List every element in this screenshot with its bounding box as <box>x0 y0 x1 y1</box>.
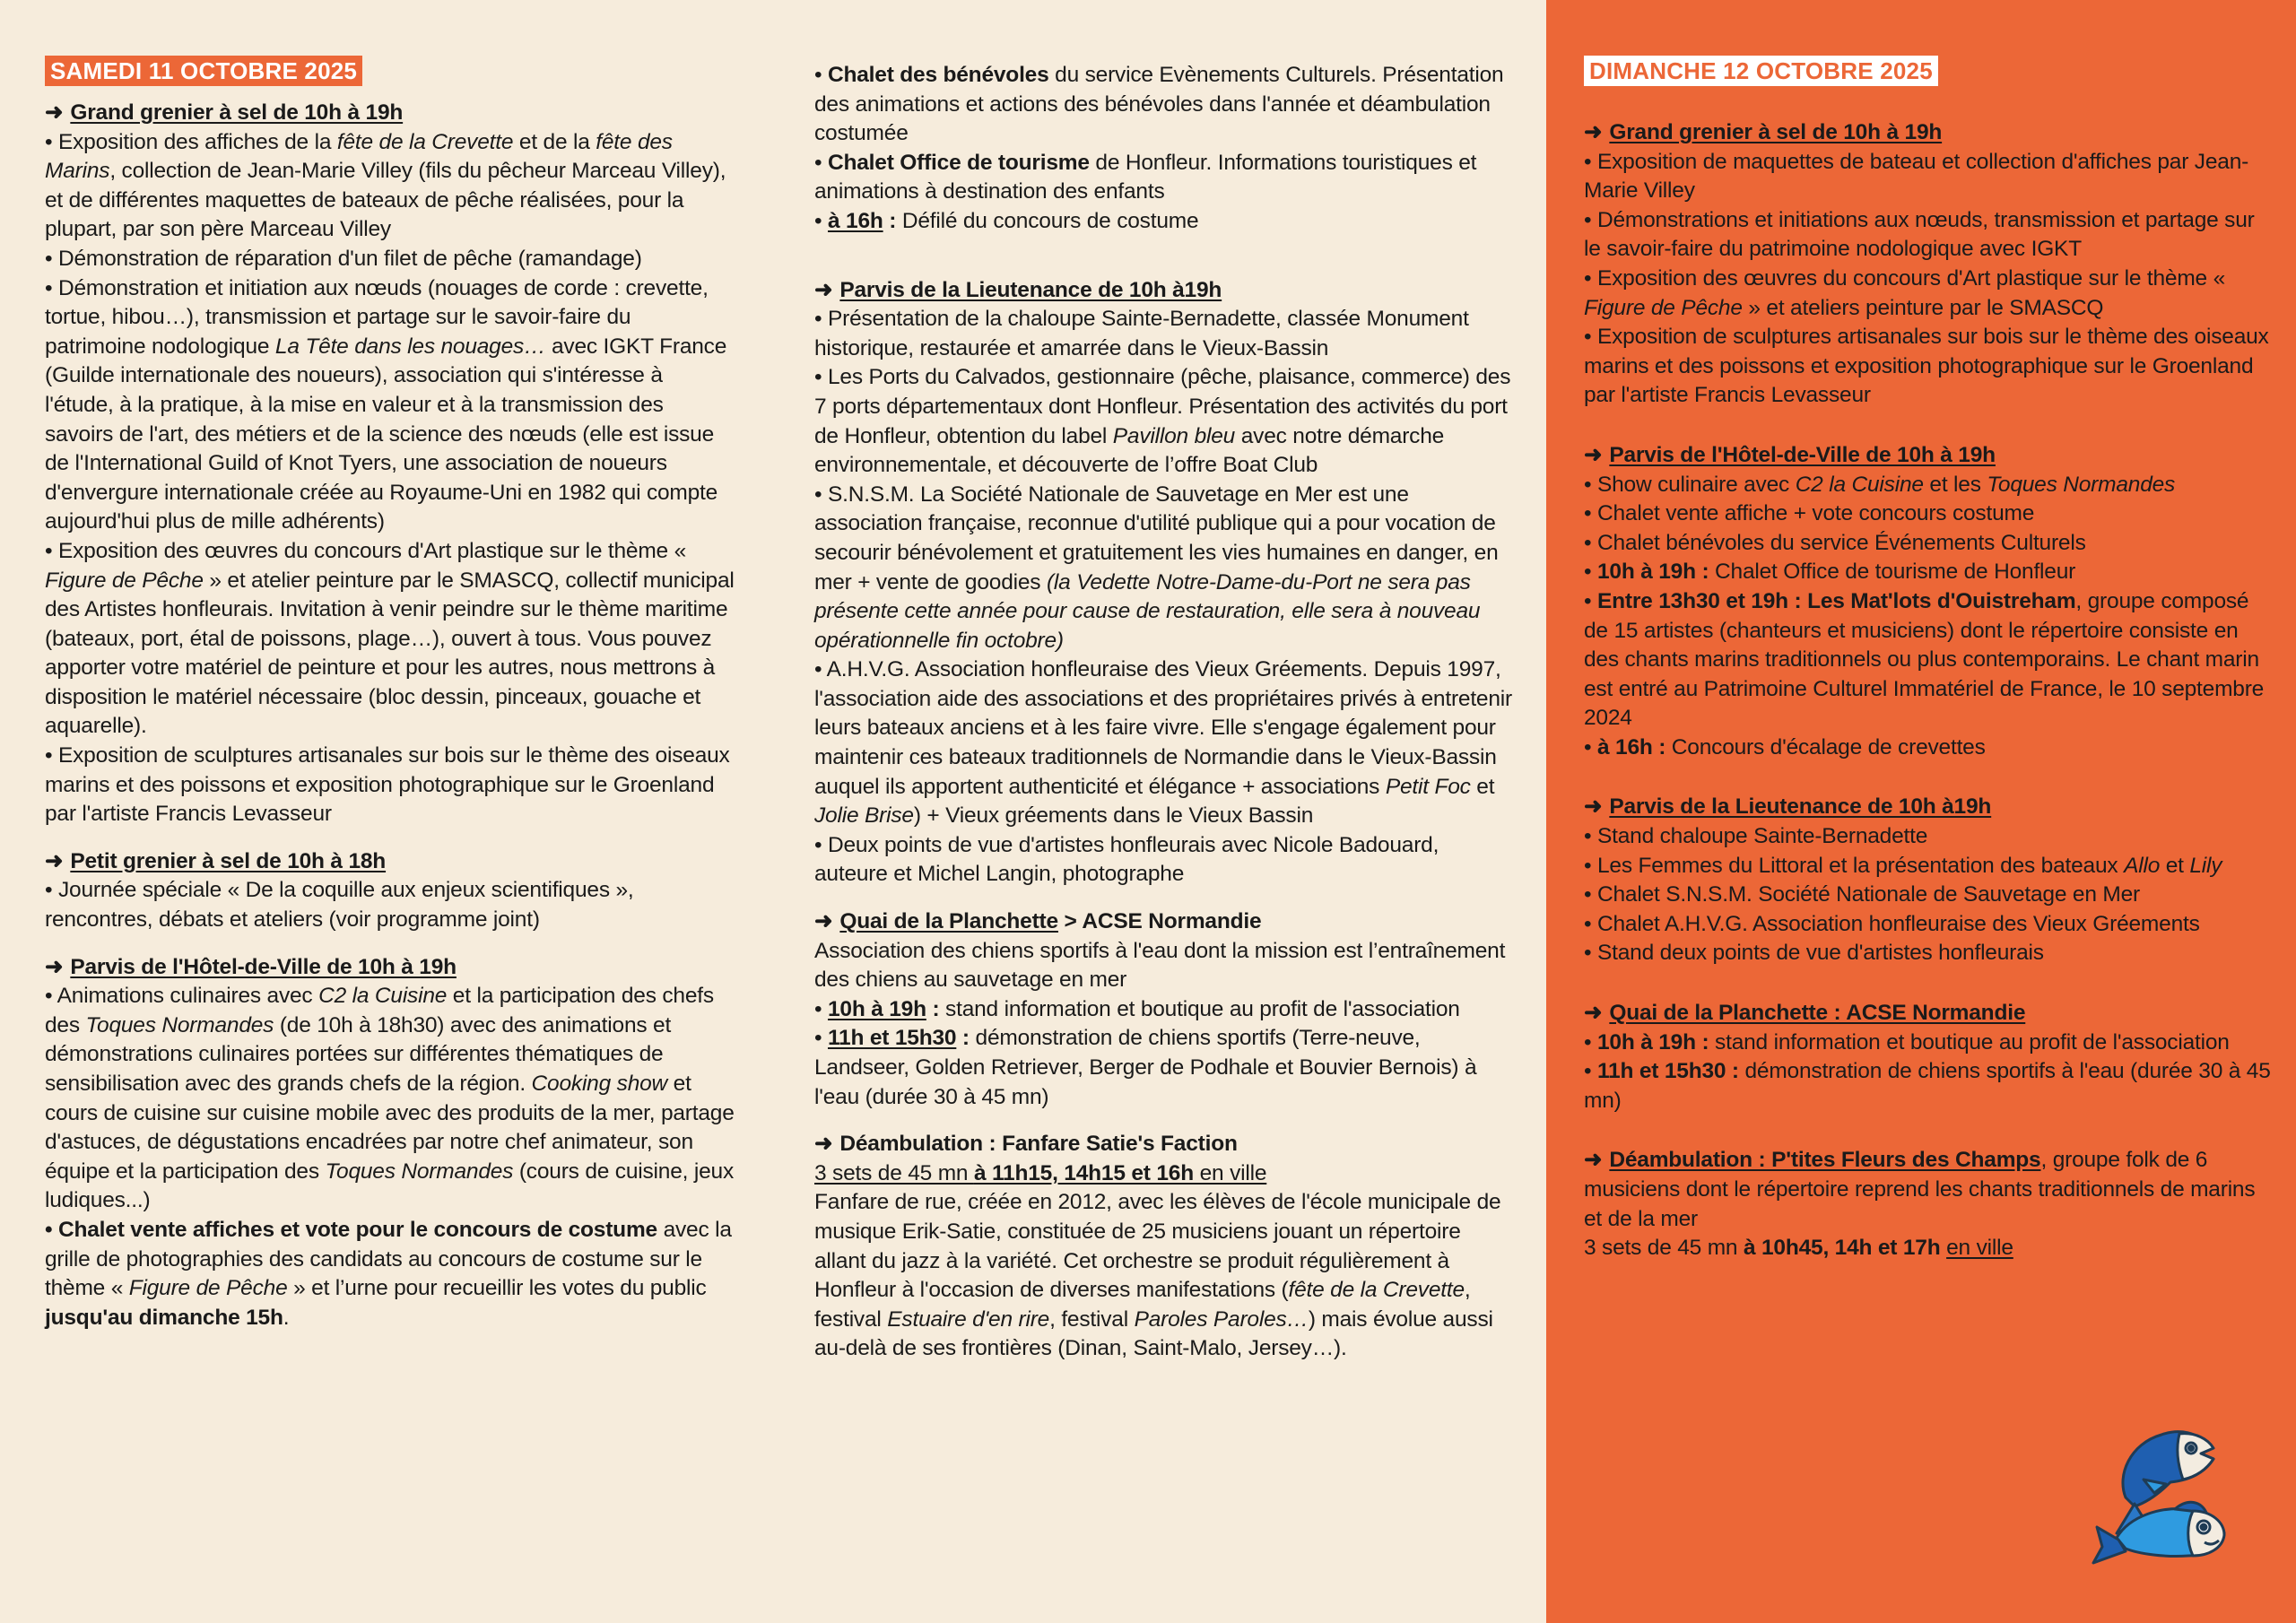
list-item: • Exposition des affiches de la fête de la Crevette et de la fête des Marins, collection de Jean-Marie Villey (fils du pêcheur Marceau Villey), et de différentes maquettes de bateaux de pêche réalisées, pour la plupart, par son père Marceau Villey <box>45 129 726 242</box>
sat-grand-grenier-section <box>45 99 735 829</box>
list-item: • Chalet vente affiches et vote pour le concours de costume avec la grille de photographies des candidats au concours de costume sur le thème « Figure de Pêche » et l’urne pour recueillir les votes du public jusqu'au dimanche 15h. <box>45 1217 732 1330</box>
sun-quai-heading: ➜ Quai de la Planchette : ACSE Normandie <box>1584 1001 2026 1026</box>
arrow-right-icon: ➜ <box>45 100 64 125</box>
deambulation-sets: 3 sets de 45 mn à 11h15, 14h15 et 16h en ville <box>814 1160 1267 1185</box>
arrow-right-icon: ➜ <box>45 954 64 979</box>
list-item: • à 16h : Concours d'écalage de crevettes <box>1584 734 1986 759</box>
list-item: • S.N.S.M. La Société Nationale de Sauvetage en Mer est une association française, reconnue d'utilité publique qui a pour vocation de secourir bénévolement et gratuitement les vies humaines en danger, en mer + vente de goodies (la Vedette Notre-Dame-du-Port ne sera pas présente cette année pour cause de restauration, elle sera à nouveau opérationnelle fin octobre) <box>814 482 1499 653</box>
saturday-date-badge: SAMEDI 11 OCTOBRE 2025 <box>45 56 362 86</box>
saturday-column-1 <box>45 56 735 1332</box>
sun-grand-grenier-section <box>1584 118 2274 411</box>
arrow-right-icon: ➜ <box>1584 1148 1603 1173</box>
list-item: • Exposition de maquettes de bateau et collection d'affiches par Jean-Marie Villey <box>1584 149 2249 204</box>
sat-lieutenance-heading: ➜ Parvis de la Lieutenance de 10h à19h <box>814 277 1222 302</box>
arrow-right-icon: ➜ <box>1584 442 1603 467</box>
arrow-right-icon: ➜ <box>814 277 833 302</box>
arrow-right-icon: ➜ <box>814 1132 833 1157</box>
sat-parvis-hdv-continued <box>814 61 1514 237</box>
list-item: • Chalet Office de tourisme de Honfleur. Informations touristiques et animations à destination des enfants <box>814 150 1477 204</box>
list-item: • Deux points de vue d'artistes honfleurais avec Nicole Badouard, auteure et Michel Langin, photographe <box>814 832 1439 887</box>
sun-lieutenance-section <box>1584 793 2274 968</box>
sun-grand-grenier-heading: ➜ Grand grenier à sel de 10h à 19h <box>1584 120 1943 144</box>
list-item: • Animations culinaires avec C2 la Cuisine et la participation des chefs des Toques Normandes (de 10h à 18h30) avec des animations et démonstrations culinaires portées sur différentes thématiques de sensibilisation avec des grands chefs de la région. Cooking show et cours de cuisine sur cuisine mobile avec des produits de la mer, partage d'astuces, de dégustations encadrées par notre chef animateur, son équipe et la participation des Toques Normandes (cours de cuisine, jeux ludiques...) <box>45 984 735 1213</box>
sun-parvis-hdv-section <box>1584 441 2274 763</box>
deambulation-sets: 3 sets de 45 mn à 10h45, 14h et 17h en ville <box>1584 1236 2013 1261</box>
sun-lieutenance-heading: ➜ Parvis de la Lieutenance de 10h à19h <box>1584 794 1992 820</box>
sat-parvis-hdv-heading: ➜ Parvis de l'Hôtel-de-Ville de 10h à 19h <box>45 954 457 979</box>
arrow-right-icon: ➜ <box>1584 1001 1603 1026</box>
sun-deambulation-heading: ➜ Déambulation : P'tites Fleurs des Champs, groupe folk de 6 musiciens dont le répertoire reprend les chants traditionnels de marins et de la mer <box>1584 1148 2256 1231</box>
list-item: • Stand deux points de vue d'artistes honfleurais <box>1584 941 2044 966</box>
list-item: • à 16h : Défilé du concours de costume <box>814 208 1199 233</box>
sun-deambulation-section <box>1584 1146 2274 1263</box>
list-item: • Les Femmes du Littoral et la présentation des bateaux Allo et Lily <box>1584 853 2222 878</box>
list-item: • Démonstration de réparation d'un filet de pêche (ramandage) <box>45 246 642 271</box>
list-item: • 10h à 19h : stand information et boutique au profit de l'association <box>814 996 1460 1021</box>
list-item: • Chalet des bénévoles du service Evènements Culturels. Présentation des animations et actions des bénévoles dans l'année et déambulation costumée <box>814 63 1504 146</box>
sun-parvis-hdv-heading: ➜ Parvis de l'Hôtel-de-Ville de 10h à 19h <box>1584 442 1996 467</box>
arrow-right-icon: ➜ <box>1584 120 1603 144</box>
sun-quai-section <box>1584 999 2274 1115</box>
list-item: • Exposition des œuvres du concours d'Art plastique sur le thème « Figure de Pêche » et atelier peinture par le SMASCQ, collectif municipal des Artistes honfleurais. Invitation à venir peindre sur le thème maritime (bateaux, port, étal de poissons, plage…), ouvert à tous. Vous pouvez apporter votre matériel de peinture et pour les autres, nous mettrons à disposition le matériel nécessaire (bloc dessin, pinceaux, gouache et aquarelle). <box>45 538 735 739</box>
deambulation-description: Fanfare de rue, créée en 2012, avec les élèves de l'école municipale de musique Erik-Satie, constituée de 25 musiciens jouant un répertoire allant du jazz à la variété. Cet orchestre se produit régulièrement à Honfleur à l'occasion de diverses manifestations (fête de la Crevette, festival Estuaire d'en rire, festival Paroles Paroles…) mais évolue aussi au-delà de ses frontières (Dinan, Saint-Malo, Jersey…). <box>814 1190 1501 1361</box>
sat-parvis-hdv-section <box>45 953 735 1333</box>
sat-deambulation-section <box>814 1130 1514 1364</box>
list-item: • Les Ports du Calvados, gestionnaire (pêche, plaisance, commerce) des 7 ports départementaux dont Honfleur. Présentation des activités du port de Honfleur, obtention du label Pavillon bleu avec notre démarche environnementale, et découverte de l’offre Boat Club <box>814 365 1511 478</box>
arrow-right-icon: ➜ <box>45 848 64 873</box>
sunday-date-badge: DIMANCHE 12 OCTOBRE 2025 <box>1584 56 1938 86</box>
list-item: • Démonstration et initiation aux nœuds (nouages de corde : crevette, tortue, hibou…), transmission et partage sur le savoir-faire du patrimoine nodologique La Tête dans les nouages… avec IGKT France (Guilde internationale des noueurs), association qui s'intéresse à l'étude, à la pratique, à la mise en valeur et à la transmission des savoirs de l'art, des métiers et de la science des nœuds (elle est issue de l'International Guild of Knot Tyers, une association de noueurs d'envergure internationale créée au Royaume-Uni en 1982 qui compte aujourd'hui plus de mille adhérents) <box>45 275 727 534</box>
list-item: • Exposition des œuvres du concours d'Art plastique sur le thème « Figure de Pêche » et ateliers peinture par le SMASCQ <box>1584 265 2225 320</box>
sat-quai-section <box>814 907 1514 1112</box>
list-item: • A.H.V.G. Association honfleuraise des Vieux Gréements. Depuis 1997, l'association aide des associations et des propriétaires privés à entretenir leurs bateaux anciens et à les faire vivre. Elle s'engage également pour maintenir ces bateaux traditionnels de Normandie dans le Vieux-Bassin auquel ils apportent authenticité et élégance + associations Petit Foc et Jolie Brise) + Vieux gréements dans le Vieux Bassin <box>814 657 1512 829</box>
sat-lieutenance-section <box>814 276 1514 890</box>
list-item: • Chalet S.N.S.M. Société Nationale de Sauvetage en Mer <box>1584 882 2140 907</box>
sat-grand-grenier-heading: ➜ Grand grenier à sel de 10h à 19h <box>45 100 404 125</box>
list-item: • 11h et 15h30 : démonstration de chiens sportifs (Terre-neuve, Landseer, Golden Retriever, Berger de Podhale et Bouvier Bernois) à l'eau (durée 30 à 45 mn) <box>814 1026 1477 1109</box>
sat-petit-grenier-heading: ➜ Petit grenier à sel de 10h à 18h <box>45 848 387 873</box>
arrow-right-icon: ➜ <box>1584 794 1603 820</box>
sunday-column <box>1584 56 2274 1263</box>
list-item: • Présentation de la chaloupe Sainte-Bernadette, classée Monument historique, restaurée et amarrée dans le Vieux-Bassin <box>814 307 1469 360</box>
quai-intro: Association des chiens sportifs à l'eau dont la mission est l’entraînement des chiens au sauvetage en mer <box>814 938 1506 993</box>
list-item: • 11h et 15h30 : démonstration de chiens sportifs à l'eau (durée 30 à 45 mn) <box>1584 1059 2271 1113</box>
list-item: • Chalet vente affiche + vote concours costume <box>1584 501 2035 526</box>
saturday-column-2 <box>814 61 1514 1364</box>
list-item: • Exposition de sculptures artisanales sur bois sur le thème des oiseaux marins et des poissons et exposition photographique sur le Groenland par l'artiste Francis Levasseur <box>45 743 730 827</box>
sat-petit-grenier-section <box>45 847 735 935</box>
list-item: • 10h à 19h : stand information et boutique au profit de l'association <box>1584 1029 2230 1055</box>
list-item: • Show culinaire avec C2 la Cuisine et les Toques Normandes <box>1584 472 2176 497</box>
fish-illustration <box>2090 1412 2233 1565</box>
list-item: • Démonstrations et initiations aux nœuds, transmission et partage sur le savoir-faire du patrimoine nodologique avec IGKT <box>1584 207 2255 262</box>
list-item: • Chalet A.H.V.G. Association honfleuraise des Vieux Gréements <box>1584 911 2200 936</box>
list-item: • Journée spéciale « De la coquille aux enjeux scientifiques », rencontres, débats et ateliers (voir programme joint) <box>45 878 634 933</box>
fish-bottom-icon <box>2093 1502 2224 1563</box>
list-item: • Entre 13h30 et 19h : Les Mat'lots d'Ouistreham, groupe composé de 15 artistes (chanteurs et musiciens) dont le répertoire consiste en des chants marins traditionnels ou plus contemporains. Le chant marin est entré au Patrimoine Culturel Immatériel de France, le 10 septembre 2024 <box>1584 588 2265 731</box>
sat-deambulation-heading: ➜ Déambulation : Fanfare Satie's Faction <box>814 1132 1238 1157</box>
list-item: • Exposition de sculptures artisanales sur bois sur le thème des oiseaux marins et des poissons et exposition photographique sur le Groenland par l'artiste Francis Levasseur <box>1584 325 2269 408</box>
sat-quai-heading: ➜ Quai de la Planchette > ACSE Normandie <box>814 909 1262 934</box>
list-item: • 10h à 19h : Chalet Office de tourisme de Honfleur <box>1584 560 2076 585</box>
list-item: • Chalet bénévoles du service Événements Culturels <box>1584 530 2086 555</box>
list-item: • Stand chaloupe Sainte-Bernadette <box>1584 824 1928 849</box>
arrow-right-icon: ➜ <box>814 909 833 934</box>
